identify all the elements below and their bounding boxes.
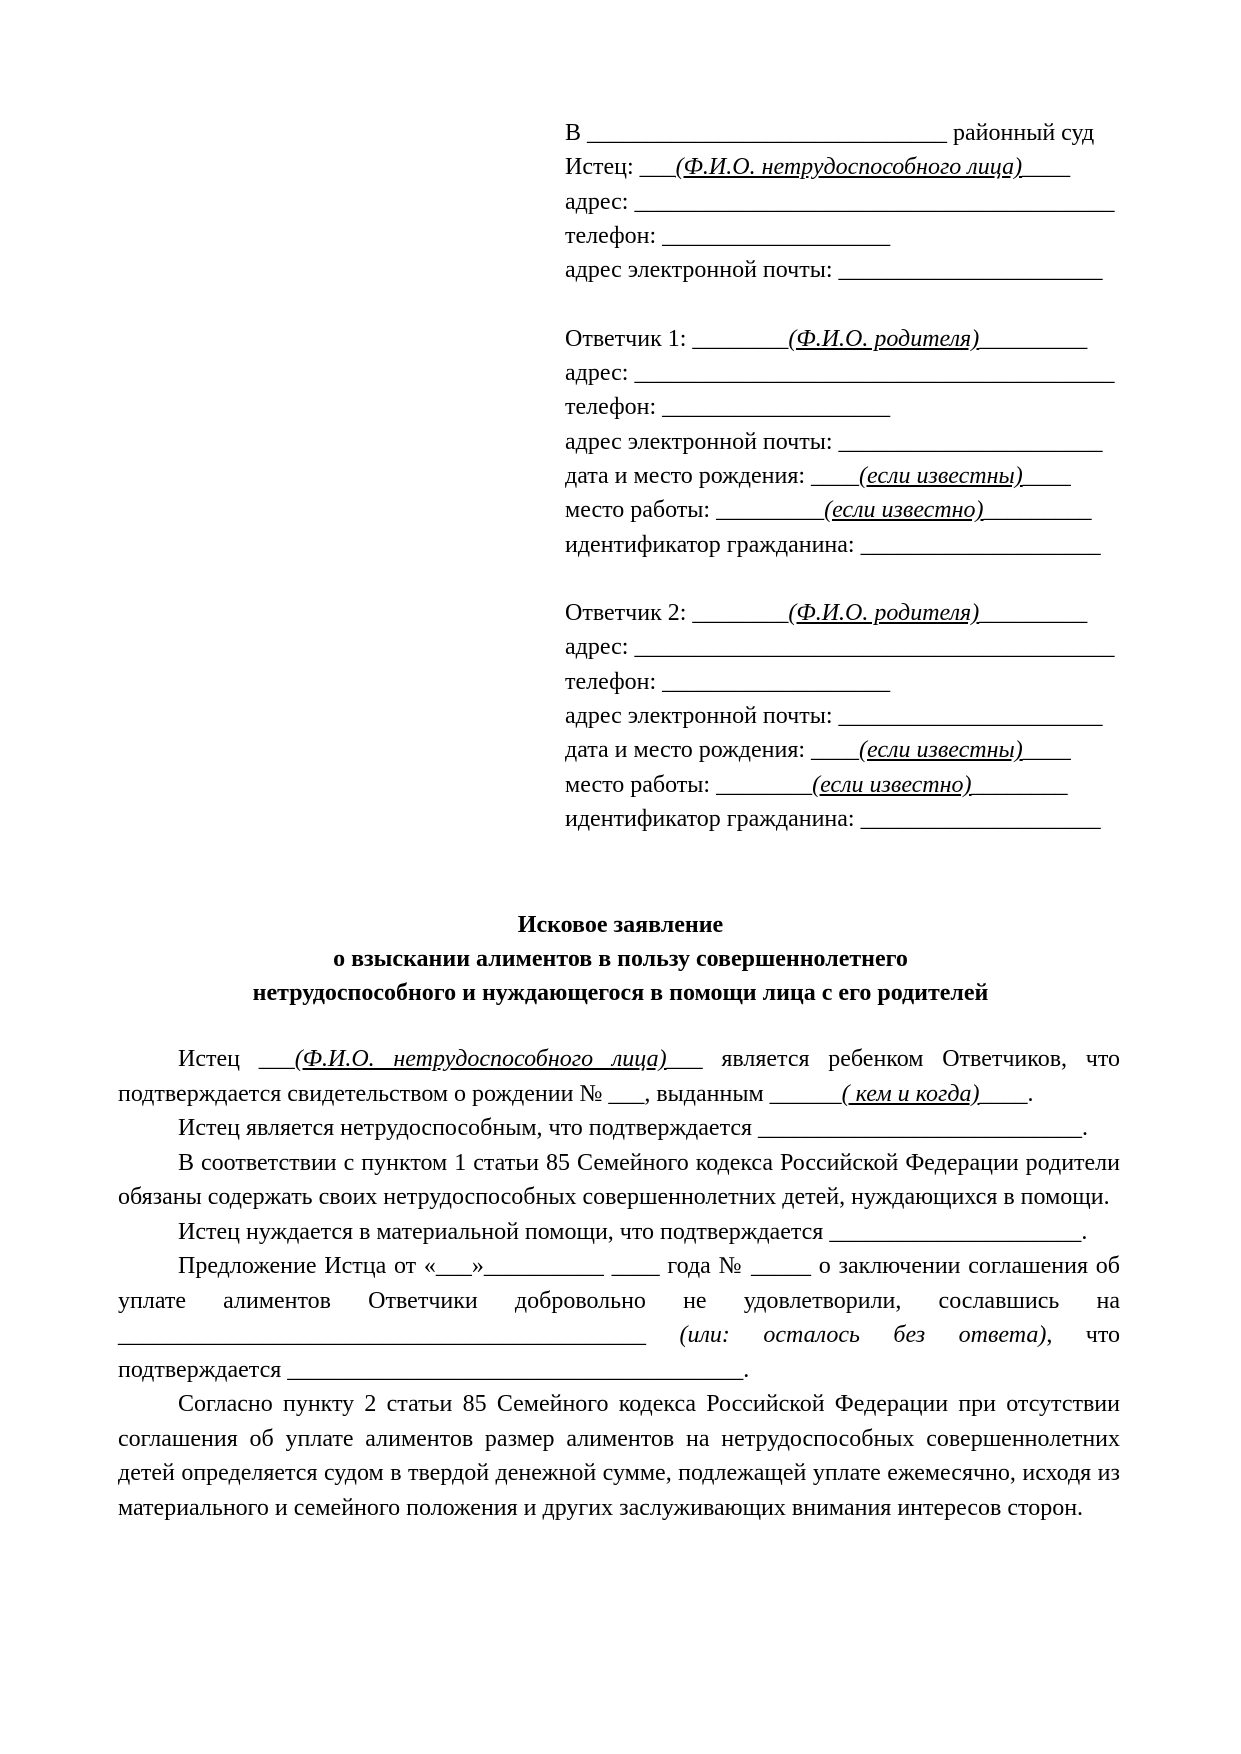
defendant1-birth-line: дата и место рождения: ____(если известны)____: [565, 462, 1071, 489]
paragraph-6: Согласно пункту 2 статьи 85 Семейного кодекса Российской Федерации при отсутствии соглашения об уплате алиментов размер алиментов на нетрудоспособных совершеннолетних детей определяется судом в твердой денежной сумме, подлежащей уплате ежемесячно, исходя из материального и семейного положения и других заслуживающих внимания интересов сторон.: [118, 1391, 1120, 1521]
defendant1-address-line: адрес: ________________________________________: [565, 360, 1115, 387]
plaintiff-phone-line: телефон: ___________________: [565, 222, 891, 249]
defendant1-phone-line: телефон: ___________________: [565, 394, 891, 421]
defendant2-id-line: идентификатор гражданина: ____________________: [565, 805, 1101, 832]
plaintiff-email-line: адрес электронной почты: ______________________: [565, 257, 1103, 284]
defendant2-work-hint: (если известно): [812, 771, 972, 798]
defendant1-work-hint: (если известно): [824, 497, 984, 524]
addressee-block: [565, 116, 1115, 836]
defendant2-email-line: адрес электронной почты: ______________________: [565, 703, 1103, 730]
plaintiff-name-hint: (Ф.И.О. нетрудоспособного лица): [294, 1046, 667, 1072]
defendant2-birth-hint: (если известны): [859, 737, 1023, 764]
paragraph-5: Предложение Истца от «___»__________ ____ года № _____ о заключении соглашения об уплате алиментов Ответчики добровольно не удовлетворили, сославшись на ____________________________________________ (или: осталось без ответа), что подтверждается ______________________________________.: [118, 1253, 1121, 1383]
defendant1-email-line: адрес электронной почты: ______________________: [565, 428, 1103, 455]
defendant1-hint: (Ф.И.О. родителя): [788, 325, 980, 352]
defendant2-work-line: место работы: ________(если известно)________: [565, 771, 1068, 798]
title-line-3: нетрудоспособного и нуждающегося в помощи лица с его родителей: [252, 980, 989, 1006]
defendant2-birth-line: дата и место рождения: ____(если известны)____: [565, 737, 1071, 764]
defendant1-id-line: идентификатор гражданина: ____________________: [565, 531, 1101, 558]
defendant2-address-line: адрес: ________________________________________: [565, 634, 1115, 661]
issuer-hint: ( кем и когда): [841, 1080, 980, 1107]
plaintiff-hint: (Ф.И.О. нетрудоспособного лица): [675, 154, 1023, 181]
plaintiff-address-line: адрес: ________________________________________: [565, 188, 1115, 215]
defendant1-birth-hint: (если известны): [859, 462, 1023, 489]
defendant2-phone-line: телефон: ___________________: [565, 668, 891, 695]
title-line-1: Исковое заявление: [517, 912, 724, 938]
defendant2-hint: (Ф.И.О. родителя): [788, 600, 980, 627]
title-line-2: о взыскании алиментов в пользу совершеннолетнего: [333, 946, 908, 972]
plaintiff-line: Истец: ___(Ф.И.О. нетрудоспособного лица)____: [565, 154, 1071, 181]
defendant1-work-line: место работы: _________(если известно)_________: [565, 497, 1092, 524]
claim-body: [118, 1042, 1120, 1525]
defendant2-line: Ответчик 2: ________(Ф.И.О. родителя)_________: [565, 600, 1088, 627]
paragraph-2: Истец является нетрудоспособным, что подтверждается ___________________________.: [178, 1115, 1089, 1141]
court-line: В ______________________________ районный суд: [565, 120, 1095, 146]
paragraph-3: В соответствии с пунктом 1 статьи 85 Семейного кодекса Российской Федерации родители обязаны содержать своих нетрудоспособных совершеннолетних детей, нуждающихся в помощи.: [118, 1149, 1120, 1210]
no-answer-hint: (или: осталось без ответа): [679, 1322, 1047, 1348]
paragraph-1: Истец ___(Ф.И.О. нетрудоспособного лица)___ является ребенком Ответчиков, что подтверждается свидетельством о рождении № ___, выданным ______( кем и когда)____.: [118, 1046, 1121, 1107]
paragraph-4: Истец нуждается в материальной помощи, что подтверждается _____________________.: [178, 1218, 1088, 1245]
defendant1-line: Ответчик 1: ________(Ф.И.О. родителя)_________: [565, 325, 1088, 352]
document-title: [0, 908, 1241, 1010]
